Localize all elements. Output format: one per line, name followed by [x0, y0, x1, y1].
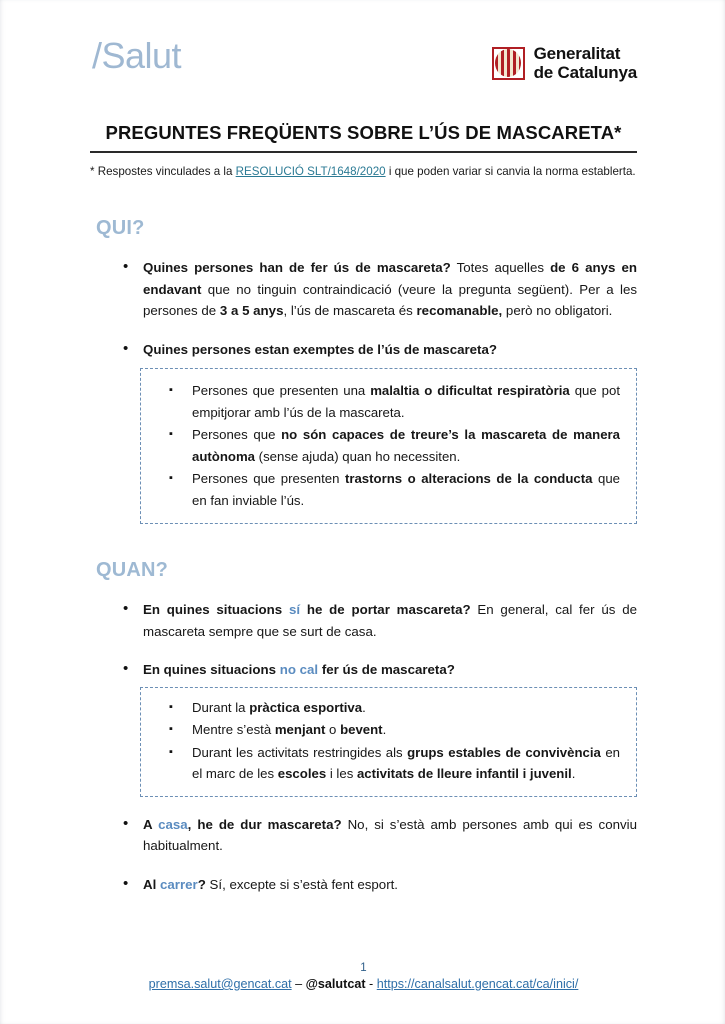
question-item: [90, 257, 637, 322]
salut-logo: /Salut: [92, 35, 182, 76]
answer-run-4: , l’ús de mascareta és: [283, 303, 417, 318]
question-text: Quines persones estan exemptes de l’ús de mascareta?: [143, 341, 497, 357]
generalitat-logo: [492, 44, 637, 82]
section-heading-2: QUAN?: [96, 559, 169, 581]
exception-run-0: Durant les activitats restringides als: [192, 744, 408, 760]
exception-run-2: en el marc de les: [192, 744, 620, 781]
generalitat-line2: de Catalunya: [533, 63, 637, 82]
exception-run-0: Durant la: [192, 699, 250, 715]
question-run-1: casa: [158, 816, 188, 832]
exception-run-2: (sense ajuda) quan ho necessiten.: [255, 448, 461, 464]
question-item: [90, 814, 637, 857]
answer-run-2: que no tinguin contraindicació (veure la pregunta següent). Per a les persones de: [143, 281, 637, 318]
document-header: [90, 0, 637, 92]
answer-run-0: En general, cal fer ús de mascareta sempre que se surt de casa.: [143, 602, 637, 639]
exception-run-0: Persones que presenten: [192, 471, 345, 486]
exception-run-3: bevent: [340, 722, 383, 737]
exception-run-1: no són capaces de treure’s la mascareta de manera autònoma: [192, 427, 621, 464]
question-item: [90, 874, 637, 896]
exception-run-1: pràctica esportiva: [249, 699, 363, 715]
resolution-link[interactable]: RESOLUCIÓ SLT/1648/2020: [235, 165, 386, 178]
exception-run-2: o: [325, 722, 341, 737]
answer-run-3: 3 a 5 anys: [219, 303, 284, 318]
section-heading-1: QUI?: [96, 217, 145, 239]
catalonia-shield-icon: [492, 47, 525, 80]
website-link[interactable]: https://canalsalut.gencat.cat/ca/inici/: [376, 977, 579, 991]
question-run-0: A: [143, 816, 159, 832]
question-run-2: he de portar mascareta?: [300, 602, 471, 617]
question-run-0: Al: [143, 876, 160, 892]
question-run-2: , he de dur mascareta?: [187, 816, 342, 832]
exception-item: [157, 719, 620, 741]
twitter-handle: @salutcat: [305, 977, 366, 991]
question-list-2: [90, 599, 637, 895]
exception-run-6: .: [571, 766, 576, 781]
subtitle-note: [90, 164, 637, 179]
exception-list: [157, 380, 620, 511]
question-item: [90, 659, 637, 681]
question-run-2: fer ús de mascareta?: [318, 662, 455, 677]
answer-run-0: Totes aquelles: [450, 260, 551, 275]
question-run-1: no cal: [279, 662, 319, 677]
document-footer: [90, 962, 637, 991]
exception-box: [140, 368, 637, 524]
exception-box: [140, 687, 637, 797]
email-link[interactable]: premsa.salut@gencat.cat: [148, 977, 292, 991]
generalitat-line1: Generalitat: [533, 44, 621, 63]
exception-item: [157, 424, 620, 467]
subtitle-after: i que poden variar si canvia la norma establerta.: [385, 165, 636, 178]
question-run-1: sí: [288, 602, 301, 617]
exception-run-1: malaltia o dificultat respiratòria: [370, 383, 570, 398]
question-run-0: En quines situacions: [143, 662, 280, 677]
exception-list: [157, 697, 620, 785]
exception-run-4: i les: [326, 766, 357, 781]
exception-run-0: Mentre s’està: [192, 722, 275, 737]
exception-run-5: activitats de lleure infantil i juvenil: [356, 766, 572, 781]
page-number: 1: [360, 962, 367, 974]
question-text: Quines persones han de fer ús de mascareta?: [143, 260, 451, 275]
exception-run-1: grups estables de convivència: [407, 744, 601, 760]
answer-run-0: Sí, excepte si s’està fent esport.: [205, 876, 399, 892]
subtitle-before: * Respostes vinculades a la: [90, 165, 236, 178]
question-list-1: [90, 257, 637, 524]
page-title: PREGUNTES FREQÜENTS SOBRE L’ÚS DE MASCARETA*: [105, 122, 622, 143]
question-run-2: ?: [197, 876, 206, 892]
exception-run-3: escoles: [277, 766, 327, 781]
title-divider: [90, 151, 637, 153]
exception-run-0: Persones que presenten una: [192, 383, 371, 398]
question-item: [90, 339, 637, 361]
answer-run-5: recomanable,: [416, 303, 503, 318]
document-content: [90, 0, 637, 895]
exception-run-2: que en fan inviable l’ús.: [192, 471, 620, 508]
question-item: [90, 599, 637, 642]
exception-run-1: menjant: [274, 722, 326, 737]
exception-run-2: que pot empitjorar amb l’ús de la mascareta.: [192, 383, 620, 420]
answer-run-1: de 6 anys en endavant: [143, 260, 638, 297]
question-run-0: En quines situacions: [143, 602, 289, 617]
answer-run-0: No, si s’està amb persones amb qui es conviu habitualment.: [143, 816, 637, 853]
answer-run-6: però no obligatori.: [502, 303, 613, 318]
exception-item: [157, 380, 620, 423]
generalitat-wordmark: [534, 44, 637, 82]
exception-run-2: .: [362, 699, 366, 715]
exception-item: [157, 742, 620, 785]
exception-item: [157, 697, 620, 719]
exception-item: [157, 468, 620, 511]
exception-run-1: trastorns o alteracions de la conducta: [344, 471, 593, 486]
faq-sections: [90, 217, 637, 895]
question-run-1: carrer: [160, 876, 198, 892]
exception-run-0: Persones que: [192, 427, 282, 442]
exception-run-4: .: [382, 722, 387, 737]
footer-separator-1: –: [291, 977, 306, 991]
footer-separator-2: -: [365, 977, 377, 991]
footer-contacts: [90, 977, 637, 991]
